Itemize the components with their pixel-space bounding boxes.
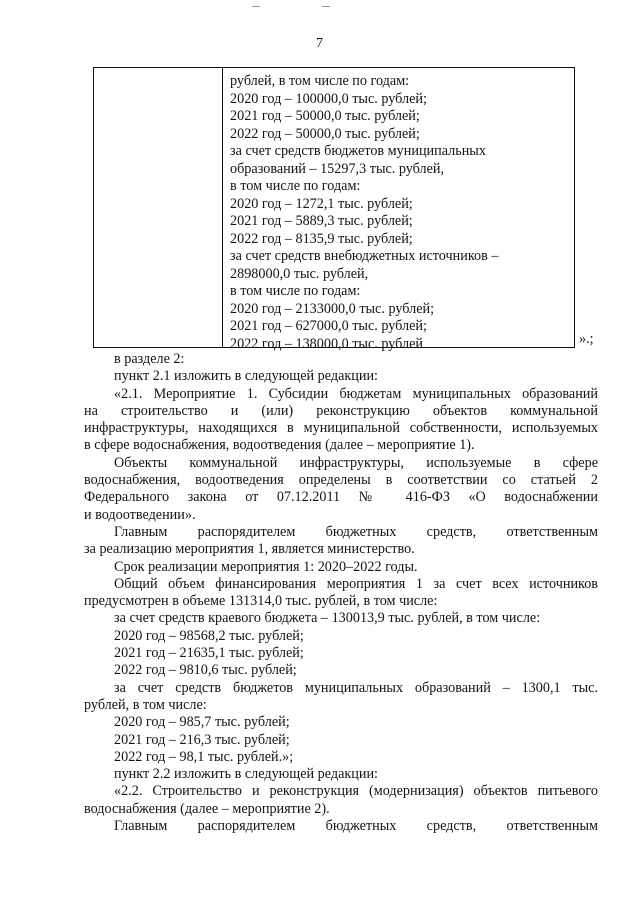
municipal-year-2021: 2021 год – 216,3 тыс. рублей; (114, 731, 290, 748)
paragraph-municipal-line: рублей, в том числе: (84, 696, 207, 713)
continued-passport-table (93, 67, 575, 352)
paragraph-2-2-line: «2.2. Строительство и реконструкция (модернизация) объектов питьевого (114, 783, 598, 800)
paragraph-objects-line: Объекты коммунальной инфраструктуры, используемые в сфере (114, 454, 598, 471)
paragraph-2-1-line: «2.1. Мероприятие 1. Субсидии бюджетам муниципальных образований (114, 385, 598, 402)
table-line: рублей, в том числе по годам: (230, 73, 410, 89)
table-column-divider (222, 67, 223, 348)
scan-mark-right (322, 6, 330, 7)
paragraph-total-line: Общий объем финансирования мероприятия 1 за счет всех источников (114, 575, 598, 592)
table-line: 2021 год – 627000,0 тыс. рублей; (230, 318, 427, 334)
paragraph-municipal-line: за счет средств бюджетов муниципальных образований – 1300,1 тыс. (114, 679, 598, 696)
table-line: за счет средств внебюджетных источников – (230, 248, 499, 264)
paragraph-2-1-line: инфраструктуры, находящихся в муниципальной собственности, используемых (84, 420, 598, 437)
paragraph-regional-budget: за счет средств краевого бюджета – 130013,9 тыс. рублей, в том числе: (114, 610, 541, 627)
table-line: 2022 год – 138000,0 тыс. рублей (230, 335, 423, 352)
paragraph-objects-line: водоснабжения, водоотведения определены в соответствии со статьей 2 (84, 472, 598, 489)
section-reference: в разделе 2: (114, 351, 185, 367)
paragraph-2-1-line: на строительство и (или) реконструкцию объектов коммунальной (84, 402, 598, 419)
item-2-1-intro: пункт 2.1 изложить в следующей редакции: (114, 368, 378, 385)
paragraph-2-1-line: в сфере водоснабжения, водоотведения (далее – мероприятие 1). (84, 437, 475, 454)
table-line: 2020 год – 2133000,0 тыс. рублей; (230, 300, 435, 317)
paragraph-manager-2-line: Главным распорядителем бюджетных средств, ответственным (114, 818, 598, 835)
paragraph-2-2-line: водоснабжения (далее – мероприятие 2). (84, 800, 330, 817)
paragraph-manager-line: Главным распорядителем бюджетных средств, ответственным (114, 523, 598, 540)
table-line: 2022 год – 50000,0 тыс. рублей; (230, 125, 420, 142)
scan-mark-left (252, 6, 260, 7)
table-line: образований – 15297,3 тыс. рублей, (230, 160, 445, 177)
table-line: 2020 год – 1272,1 тыс. рублей; (230, 195, 413, 212)
item-2-2-intro: пункт 2.2 изложить в следующей редакции: (114, 766, 378, 783)
municipal-year-2022: 2022 год – 98,1 тыс. рублей.»; (114, 748, 294, 765)
table-line: 2021 год – 5889,3 тыс. рублей; (230, 213, 413, 229)
table-line: за счет средств бюджетов муниципальных (230, 143, 486, 159)
table-line: 2021 год – 50000,0 тыс. рублей; (230, 108, 420, 124)
regional-year-2021: 2021 год – 21635,1 тыс. рублей; (114, 645, 304, 662)
page-number: 7 (316, 36, 323, 51)
paragraph-manager-line: за реализацию мероприятия 1, является министерство. (84, 541, 415, 558)
table-close-quote: ».; (579, 331, 594, 347)
paragraph-objects-line: Федерального закона от 07.12.2011 № 416-ФЗ «О водоснабжении (84, 489, 598, 506)
regional-year-2022: 2022 год – 9810,6 тыс. рублей; (114, 662, 297, 679)
table-line: в том числе по годам: (230, 283, 361, 299)
table-line: в том числе по годам: (230, 178, 361, 194)
paragraph-objects-line: и водоотведении». (84, 506, 196, 523)
municipal-year-2020: 2020 год – 985,7 тыс. рублей; (114, 714, 290, 731)
table-value-cell (230, 73, 570, 353)
table-line: 2898000,0 тыс. рублей, (230, 265, 369, 282)
regional-year-2020: 2020 год – 98568,2 тыс. рублей; (114, 627, 304, 644)
paragraph-term: Срок реализации мероприятия 1: 2020–2022 годы. (114, 558, 418, 575)
table-line: 2020 год – 100000,0 тыс. рублей; (230, 90, 427, 107)
paragraph-total-line: предусмотрен в объеме 131314,0 тыс. рублей, в том числе: (84, 593, 438, 610)
document-body (84, 351, 598, 835)
table-line: 2022 год – 8135,9 тыс. рублей; (230, 230, 413, 247)
